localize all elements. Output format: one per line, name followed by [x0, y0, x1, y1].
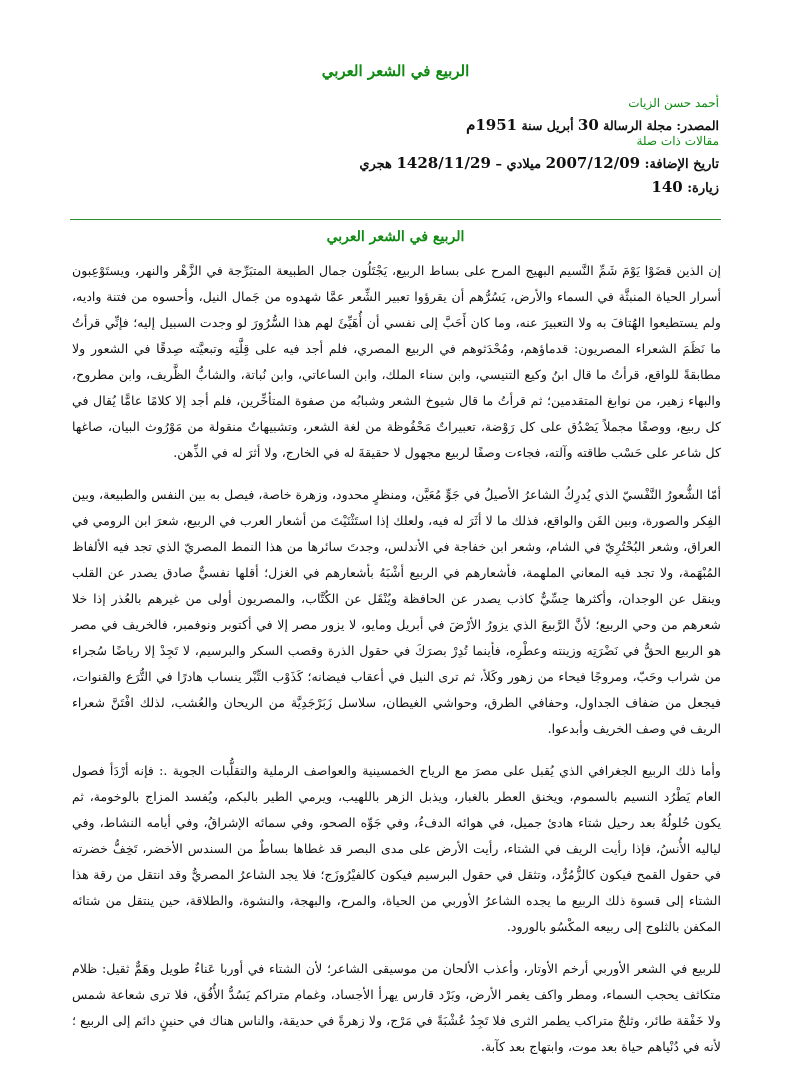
related-articles-link[interactable]: مقالات ذات صلة — [636, 134, 719, 148]
paragraph: إن الذين قضَوْا يَوْمَ شَمِّ النَّسيم البهيج المرح على بساط الربيع، يَجْتَلُون جمال الطبيعة المتبَرِّجة في الزَّهْر والنهر، ويستَوْعِبون أسرار الحياة المنبثَّة في السماء والأرض، يَسُرُّهم أن يقرؤوا تعبير الشِّعر عمَّا شهدوه من جَمال النيل، وأحسوه من فتنة واديه، ولم يستطيعوا الهُتافَ به ولا التعبيرَ عنه، وما كان أَحَبَّ إلى نفسي أن أُهَيِّئَ لهم هذا السُّرُورَ لو وجدت السبيل إليه؛ فإنِّي قرأتُ ما نَظَمَ الشعراء المصريون: قدماؤهم، ومُحْدَثوهم في الربيع المصري، فلم أجد فيه على قِلَّتِه وتبعيَّته صِدقًا في الشعور ولا مطابقةً للواقع، قرأتُ ما قال ابنُ وكيع التنيسي، وابن سناء الملك، وابن الساعاتي، وابن نُباتة، والشابُّ الظَّريف، وابن مطروح، والبهاء زهير، من نوابغ المتقدمين؛ ثم قرأتُ ما قال شيوخ الشعر وشبابُه من صفوة المتأخِّرين، فلم أجد إلا كلامًا عامًّا يُقال في كل ربيع، ووصفًا مجملاً يَصْدُق على كل رَوْضة، تعبيراتٌ مَحْفُوظة من لغة الشعر، وتشبيهاتٌ منقولة من مَوْرُوث البيان، صاغها كل شاعر على حَسْب طاقته وآلته، فجاءت وصفًا لربيع مجهول لا حقيقةَ له في الخارج، ولا أثرَ له في الذِّهن. — [72, 263, 721, 460]
page-title: الربيع في الشعر العربي — [321, 62, 470, 80]
date-gregorian-label: ميلادي – — [495, 157, 542, 172]
article-body — [72, 258, 721, 1076]
visits-count: 140 — [651, 178, 683, 196]
paragraph: أمّا الشُّعورُ النَّفْسيّ الذي يُدرِكُ الشاعرُ الأصيلُ في جَوٍّ مُعَيَّن، ومنظرٍ محدود، وزهرة خاصة، فيصل به بين النفس والطبيعة، وبين الفِكر والصورة، وبين الفَن والواقع، فذلك ما لا أثَرَ له فيه، ولعلك إذا استَثْنَيْتَ من أشعار العرب في الربيع، شعرَ ابن الرومي في العراق، وشعر البُحْتُرِيّ في الشام، وشعر ابن خفاجة في الأندلس، وجدتَ سائرها من هذا النمط المصريّ الذي تجد فيه الألفاظ المُبْهَمة، ولا تجد فيه المعاني الملهمة، فأشعارهم في الربيع أشْبَهُ بأشعارهم في الغزل؛ أقلها نفسيٌّ صادق يصدر عن القلب وينقل عن الوجدان، وأكثرها حِسِّيٌّ كاذب يصدر عن الحافظة ويُنْقَل عن الكُتَّاب، والمصريون أولى من غيرهم بالعُذر إذا خلا شعرهم من وحي الربيع؛ لأنَّ الرَّبيعَ الذي يزورُ الأرْضَ في أبريل ومايو، لا يزور مصر إلا في أكتوبر ونوفمبر، فالخريف في مصر هو الربيع الحقُّ في نَضْرَتِه وزينته وعطْرِه، فأينما تُدِرْ بصرَكَ في حقول الذرة وقصب السكر والبرسيم، لا تَجِدْ إلا رياضًا سُجراء من شراب وحَبّ، ومروجًا فيحاء من زهور وكَلأ، ثم ترى النيل في أعقاب فيضانه؛ كَذَوْب التِّبْر ينساب هادرًا في التُّرَع والقنوات، فيجعل من ضفاف الجداول، وحفافي الطرق، وحواشي الغيطان، سلاسل زَبَرْجَدِيَّة من الريحان والعُشب، لذلك افْتَنَّ شعراء الريف في وصف الخريف وأبدعوا. — [72, 487, 721, 736]
visits-line — [69, 178, 719, 196]
date-hijri: 1428/11/29 — [396, 154, 491, 172]
date-hijri-label: هجري — [359, 157, 392, 172]
paragraph: وأما ذلك الربيع الجغرافي الذي يُقبل على مصرَ مع الرياح الخمسينية والعواصف الرملية والتقلُّبات الجوية .: فإنه أرْدَأ فصول العام يَطْرُد النسيم بالسموم، ويخنق العطر بالغبار، ويذبل الزهر باللهيب، ويرمي الطير بالبكم، ويُفسد المزاج بالوخومة، ثم يكون حُلولُهُ بعد رحيل شتاء هادئ جميل، في هوائه الدفءُ، وفي جَوِّه الصحو، وفي سمائه الإشراقُ، وفي أيامه النشاط، وفي لياليه الأُنسُ، فإذا رأيت الريف في الشتاء، رأيت الأرض على مدى البصر قد غطاها بساطٌ من السندس الأخضر، تَخِفُّ خضرته في حقول القمح فيكون كالزُّمُرُّد، وتثقل في حقول البرسيم فيكون كالفيْرُوزَج؛ فلا يجد الشاعرُ المصريُّ وقد انتقل من رقة هذا الشتاء إلى قسوة ذلك الربيع ما يجده الشاعرُ الأوربي من الحياة، والمرح، والبهجة، والنشوة، والطلاقة، حين ينتقل من شتائه المكفن بالثلوج إلى ربيعه المكْسُو بالورود. — [72, 763, 721, 934]
date-gregorian: 2007/12/09 — [545, 154, 641, 172]
source-prefix: المصدر: مجلة الرسالة — [603, 118, 719, 133]
article-title: الربيع في الشعر العربي — [326, 229, 465, 245]
source-line — [69, 116, 719, 134]
header-divider — [70, 219, 721, 220]
source-month: أبريل سنة — [521, 118, 574, 133]
paragraph: للربيع في الشعر الأوربي أرخم الأوتار، وأعذب الألحان من موسيقى الشاعر؛ لأن الشتاء في أوربا عَناءٌ طويل وهَمٌّ ثقيل: ظلام متكاثف يحجب السماء، ومطر واكف يغمر الأرض، وبَرْد قارس يهرأ الأجساد، وغمام متراكم يَسُدُّ الأُفُق، فلا ترى شعاعة شمس ولا خَفْقة طائر، وثلجٌ متراكب يطمر الثرى فلا تَجِدُ عُشْبَةً في مَرْج، ولا زهرةً في حديقة، والناس هناك في حنينٍ دائم إلى الربيع ؛ لأنه في دُنْياهم حياة بعد موت، وابتهاج بعد كآبة. — [72, 961, 721, 1054]
date-prefix: تاريخ الإضافة: — [644, 157, 719, 172]
date-line — [69, 154, 719, 172]
source-year: 1951م — [466, 116, 518, 134]
author-link[interactable]: أحمد حسن الزيات — [628, 96, 719, 110]
source-number: 30 — [577, 116, 599, 134]
visits-label: زيارة: — [687, 181, 719, 196]
